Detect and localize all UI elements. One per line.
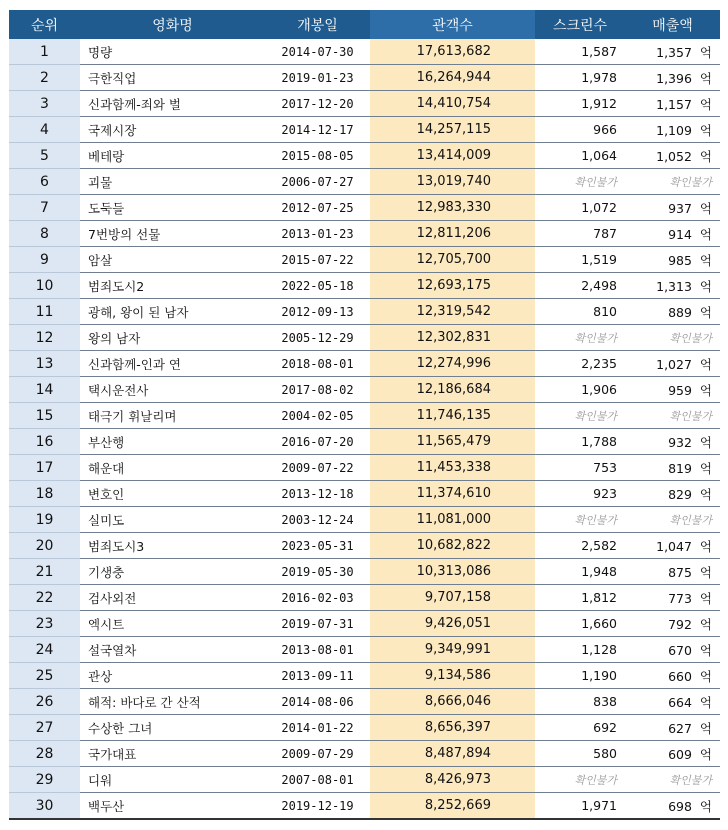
sales-unit: 억 [699, 70, 712, 86]
sales-cell [625, 663, 720, 689]
sales-cell [625, 91, 720, 117]
movie-title-cell: 엑시트 [80, 611, 265, 637]
sales-cell [625, 299, 720, 325]
movie-title-cell: 검사외전 [80, 585, 265, 611]
movie-title-cell: 범죄도시3 [80, 533, 265, 559]
sales-unit: 억 [699, 434, 712, 450]
movie-title-cell: 디워 [80, 767, 265, 793]
movie-title-cell: 국가대표 [80, 741, 265, 767]
table-row [9, 429, 720, 455]
release-date-cell: 2006-07-27 [265, 169, 370, 195]
release-date-cell: 2016-07-20 [265, 429, 370, 455]
rank-cell: 15 [9, 403, 80, 429]
audience-cell: 11,453,338 [370, 455, 535, 481]
sales-unit: 억 [699, 356, 712, 372]
sales-value: 1,396 [656, 70, 692, 86]
movie-title-cell: 해운대 [80, 455, 265, 481]
audience-cell: 11,565,479 [370, 429, 535, 455]
release-date-cell: 2017-12-20 [265, 91, 370, 117]
sales-value: 698 [668, 798, 692, 814]
release-date-cell: 2019-01-23 [265, 65, 370, 91]
release-date-cell: 2014-12-17 [265, 117, 370, 143]
audience-cell: 14,257,115 [370, 117, 535, 143]
movie-title-cell: 국제시장 [80, 117, 265, 143]
rank-cell: 17 [9, 455, 80, 481]
sales-cell [625, 533, 720, 559]
rank-cell: 11 [9, 299, 80, 325]
audience-cell: 10,313,086 [370, 559, 535, 585]
rank-cell: 27 [9, 715, 80, 741]
movie-title-cell: 광해, 왕이 된 남자 [80, 299, 265, 325]
sales-cell [625, 455, 720, 481]
screens-cell: 1,190 [535, 663, 625, 689]
screens-cell: 1,587 [535, 39, 625, 65]
table-row [9, 663, 720, 689]
movie-title-cell: 왕의 남자 [80, 325, 265, 351]
table-row [9, 741, 720, 767]
sales-unit: 억 [699, 720, 712, 736]
movie-title-cell: 변호인 [80, 481, 265, 507]
table-row [9, 169, 720, 195]
audience-cell: 10,682,822 [370, 533, 535, 559]
release-date-cell: 2015-08-05 [265, 143, 370, 169]
movie-title-cell: 해적: 바다로 간 산적 [80, 689, 265, 715]
table-row [9, 351, 720, 377]
audience-cell: 9,707,158 [370, 585, 535, 611]
audience-cell: 8,426,973 [370, 767, 535, 793]
header-sales[interactable]: 매출액 [625, 10, 720, 39]
table-row [9, 221, 720, 247]
sales-unit: 억 [699, 226, 712, 242]
movie-title-cell: 관상 [80, 663, 265, 689]
table-row [9, 585, 720, 611]
sales-value: 889 [668, 304, 692, 320]
rank-cell: 7 [9, 195, 80, 221]
screens-cell: 1,978 [535, 65, 625, 91]
movie-title-cell: 암살 [80, 247, 265, 273]
sales-cell [625, 195, 720, 221]
rank-cell: 2 [9, 65, 80, 91]
table-row [9, 273, 720, 299]
sales-value: 1,109 [656, 122, 692, 138]
table-row [9, 143, 720, 169]
movie-title-cell: 설국열차 [80, 637, 265, 663]
sales-value: 875 [668, 564, 692, 580]
release-date-cell: 2009-07-29 [265, 741, 370, 767]
sales-unit: 억 [699, 486, 712, 502]
release-date-cell: 2003-12-24 [265, 507, 370, 533]
sales-value: 773 [668, 590, 692, 606]
table-row [9, 767, 720, 793]
audience-cell: 12,319,542 [370, 299, 535, 325]
rank-cell: 29 [9, 767, 80, 793]
audience-cell: 12,705,700 [370, 247, 535, 273]
rank-cell: 13 [9, 351, 80, 377]
rank-cell: 25 [9, 663, 80, 689]
table-row [9, 117, 720, 143]
header-screens[interactable]: 스크린수 [535, 10, 625, 39]
screens-cell: 838 [535, 689, 625, 715]
rank-cell: 20 [9, 533, 80, 559]
movie-title-cell: 극한직업 [80, 65, 265, 91]
sales-cell [625, 715, 720, 741]
sales-cell [625, 611, 720, 637]
release-date-cell: 2016-02-03 [265, 585, 370, 611]
sales-cell [625, 39, 720, 65]
audience-cell: 8,252,669 [370, 793, 535, 820]
screens-cell [535, 325, 625, 351]
screens-cell: 1,971 [535, 793, 625, 820]
sales-value: 1,157 [656, 96, 692, 112]
screens-cell [535, 169, 625, 195]
sales-value: 1,027 [656, 356, 692, 372]
sales-unit: 억 [699, 148, 712, 164]
sales-value: 609 [668, 746, 692, 762]
rank-cell: 4 [9, 117, 80, 143]
release-date-cell: 2013-01-23 [265, 221, 370, 247]
sales-cell [625, 221, 720, 247]
movie-title-cell: 베테랑 [80, 143, 265, 169]
sales-value: 670 [668, 642, 692, 658]
table-row [9, 91, 720, 117]
movie-title-cell: 범죄도시2 [80, 273, 265, 299]
release-date-cell: 2013-12-18 [265, 481, 370, 507]
release-date-cell: 2014-01-22 [265, 715, 370, 741]
unknown-value-label: 확인불가 [669, 331, 712, 345]
screens-cell: 753 [535, 455, 625, 481]
movie-title-cell: 기생충 [80, 559, 265, 585]
sales-unit: 억 [699, 460, 712, 476]
sales-cell [625, 351, 720, 377]
table-row [9, 299, 720, 325]
screens-cell: 966 [535, 117, 625, 143]
unknown-value-label: 확인불가 [574, 409, 617, 423]
movie-title-cell: 도둑들 [80, 195, 265, 221]
rank-cell: 28 [9, 741, 80, 767]
screens-cell: 1,812 [535, 585, 625, 611]
rank-cell: 18 [9, 481, 80, 507]
unknown-value-label: 확인불가 [574, 773, 617, 787]
release-date-cell: 2012-09-13 [265, 299, 370, 325]
sales-unit: 억 [699, 200, 712, 216]
sales-cell [625, 403, 720, 429]
sales-cell [625, 689, 720, 715]
sales-cell [625, 273, 720, 299]
table-row [9, 715, 720, 741]
table-row [9, 481, 720, 507]
table-row [9, 377, 720, 403]
rank-cell: 5 [9, 143, 80, 169]
table-row [9, 533, 720, 559]
rank-cell: 8 [9, 221, 80, 247]
audience-cell: 8,487,894 [370, 741, 535, 767]
unknown-value-label: 확인불가 [574, 175, 617, 189]
sales-value: 1,052 [656, 148, 692, 164]
sales-cell [625, 65, 720, 91]
sales-cell [625, 507, 720, 533]
movie-title-cell: 택시운전사 [80, 377, 265, 403]
rank-cell: 14 [9, 377, 80, 403]
audience-cell: 12,274,996 [370, 351, 535, 377]
rank-cell: 6 [9, 169, 80, 195]
audience-cell: 9,426,051 [370, 611, 535, 637]
table-row [9, 689, 720, 715]
sales-value: 660 [668, 668, 692, 684]
movie-title-cell: 태극기 휘날리며 [80, 403, 265, 429]
screens-cell: 2,582 [535, 533, 625, 559]
screens-cell: 810 [535, 299, 625, 325]
sales-unit: 억 [699, 278, 712, 294]
screens-cell: 692 [535, 715, 625, 741]
header-release-date[interactable]: 개봉일 [265, 10, 370, 39]
sales-cell [625, 481, 720, 507]
audience-cell: 12,811,206 [370, 221, 535, 247]
rank-cell: 16 [9, 429, 80, 455]
screens-cell: 1,788 [535, 429, 625, 455]
table-row [9, 559, 720, 585]
screens-cell [535, 767, 625, 793]
rank-cell: 22 [9, 585, 80, 611]
rank-cell: 30 [9, 793, 80, 820]
audience-cell: 16,264,944 [370, 65, 535, 91]
unknown-value-label: 확인불가 [669, 175, 712, 189]
sales-unit: 억 [699, 252, 712, 268]
rank-cell: 12 [9, 325, 80, 351]
table-row [9, 507, 720, 533]
screens-cell: 1,519 [535, 247, 625, 273]
audience-cell: 11,374,610 [370, 481, 535, 507]
release-date-cell: 2019-05-30 [265, 559, 370, 585]
movie-title-cell: 7번방의 선물 [80, 221, 265, 247]
sales-unit: 억 [699, 694, 712, 710]
sales-unit: 억 [699, 668, 712, 684]
sales-value: 792 [668, 616, 692, 632]
unknown-value-label: 확인불가 [669, 513, 712, 527]
movie-title-cell: 신과함께-인과 연 [80, 351, 265, 377]
release-date-cell: 2005-12-29 [265, 325, 370, 351]
sales-cell [625, 741, 720, 767]
release-date-cell: 2022-05-18 [265, 273, 370, 299]
screens-cell: 580 [535, 741, 625, 767]
sales-value: 914 [668, 226, 692, 242]
sales-cell [625, 143, 720, 169]
audience-cell: 8,666,046 [370, 689, 535, 715]
screens-cell: 1,948 [535, 559, 625, 585]
table-row [9, 403, 720, 429]
sales-unit: 억 [699, 798, 712, 814]
rank-cell: 21 [9, 559, 80, 585]
screens-cell: 787 [535, 221, 625, 247]
table-row [9, 195, 720, 221]
audience-cell: 13,414,009 [370, 143, 535, 169]
header-audience[interactable]: 관객수 [370, 10, 535, 39]
release-date-cell: 2015-07-22 [265, 247, 370, 273]
sales-value: 1,047 [656, 538, 692, 554]
screens-cell: 923 [535, 481, 625, 507]
unknown-value-label: 확인불가 [574, 331, 617, 345]
audience-cell: 12,186,684 [370, 377, 535, 403]
table-row [9, 39, 720, 65]
movie-title-cell: 명량 [80, 39, 265, 65]
rank-cell: 19 [9, 507, 80, 533]
screens-cell: 1,128 [535, 637, 625, 663]
screens-cell [535, 507, 625, 533]
release-date-cell: 2012-07-25 [265, 195, 370, 221]
sales-value: 937 [668, 200, 692, 216]
sales-cell [625, 793, 720, 820]
sales-cell [625, 377, 720, 403]
sales-unit: 억 [699, 616, 712, 632]
sales-value: 985 [668, 252, 692, 268]
release-date-cell: 2019-07-31 [265, 611, 370, 637]
sales-value: 932 [668, 434, 692, 450]
audience-cell: 13,019,740 [370, 169, 535, 195]
screens-cell: 1,072 [535, 195, 625, 221]
table-row [9, 455, 720, 481]
release-date-cell: 2014-07-30 [265, 39, 370, 65]
table-row [9, 637, 720, 663]
rank-cell: 10 [9, 273, 80, 299]
screens-cell: 2,498 [535, 273, 625, 299]
sales-unit: 억 [699, 122, 712, 138]
release-date-cell: 2009-07-22 [265, 455, 370, 481]
header-title[interactable]: 영화명 [80, 10, 265, 39]
box-office-table [9, 10, 720, 820]
sales-cell [625, 559, 720, 585]
audience-cell: 9,349,991 [370, 637, 535, 663]
sales-value: 959 [668, 382, 692, 398]
release-date-cell: 2018-08-01 [265, 351, 370, 377]
sales-unit: 억 [699, 642, 712, 658]
movie-title-cell: 부산행 [80, 429, 265, 455]
screens-cell: 2,235 [535, 351, 625, 377]
audience-cell: 8,656,397 [370, 715, 535, 741]
sales-cell [625, 767, 720, 793]
sales-cell [625, 637, 720, 663]
screens-cell: 1,912 [535, 91, 625, 117]
sales-unit: 억 [699, 746, 712, 762]
audience-cell: 12,302,831 [370, 325, 535, 351]
audience-cell: 17,613,682 [370, 39, 535, 65]
rank-cell: 24 [9, 637, 80, 663]
screens-cell: 1,906 [535, 377, 625, 403]
table-row [9, 611, 720, 637]
sales-value: 1,357 [656, 44, 692, 60]
screens-cell [535, 403, 625, 429]
movie-title-cell: 신과함께-죄와 벌 [80, 91, 265, 117]
unknown-value-label: 확인불가 [669, 773, 712, 787]
sales-cell [625, 325, 720, 351]
header-rank[interactable]: 순위 [9, 10, 80, 39]
release-date-cell: 2019-12-19 [265, 793, 370, 820]
screens-cell: 1,660 [535, 611, 625, 637]
sales-cell [625, 169, 720, 195]
sales-unit: 억 [699, 304, 712, 320]
rank-cell: 3 [9, 91, 80, 117]
table-header [9, 10, 720, 39]
sales-cell [625, 117, 720, 143]
release-date-cell: 2023-05-31 [265, 533, 370, 559]
audience-cell: 11,081,000 [370, 507, 535, 533]
release-date-cell: 2013-09-11 [265, 663, 370, 689]
audience-cell: 12,693,175 [370, 273, 535, 299]
table-body [9, 39, 720, 819]
audience-cell: 9,134,586 [370, 663, 535, 689]
unknown-value-label: 확인불가 [669, 409, 712, 423]
audience-cell: 11,746,135 [370, 403, 535, 429]
sales-unit: 억 [699, 96, 712, 112]
rank-cell: 23 [9, 611, 80, 637]
screens-cell: 1,064 [535, 143, 625, 169]
table-row [9, 325, 720, 351]
rank-cell: 9 [9, 247, 80, 273]
release-date-cell: 2004-02-05 [265, 403, 370, 429]
table-row [9, 65, 720, 91]
sales-unit: 억 [699, 590, 712, 606]
sales-unit: 억 [699, 382, 712, 398]
sales-value: 664 [668, 694, 692, 710]
table-row [9, 247, 720, 273]
sales-value: 1,313 [656, 278, 692, 294]
release-date-cell: 2017-08-02 [265, 377, 370, 403]
sales-value: 829 [668, 486, 692, 502]
movie-title-cell: 수상한 그녀 [80, 715, 265, 741]
release-date-cell: 2007-08-01 [265, 767, 370, 793]
release-date-cell: 2014-08-06 [265, 689, 370, 715]
sales-cell [625, 429, 720, 455]
table-row [9, 793, 720, 820]
audience-cell: 14,410,754 [370, 91, 535, 117]
header-row [9, 10, 720, 39]
sales-unit: 억 [699, 538, 712, 554]
movie-title-cell: 백두산 [80, 793, 265, 820]
sales-unit: 억 [699, 44, 712, 60]
sales-cell [625, 585, 720, 611]
sales-unit: 억 [699, 564, 712, 580]
release-date-cell: 2013-08-01 [265, 637, 370, 663]
sales-value: 819 [668, 460, 692, 476]
rank-cell: 1 [9, 39, 80, 65]
sales-value: 627 [668, 720, 692, 736]
rank-cell: 26 [9, 689, 80, 715]
sales-cell [625, 247, 720, 273]
audience-cell: 12,983,330 [370, 195, 535, 221]
movie-title-cell: 괴물 [80, 169, 265, 195]
unknown-value-label: 확인불가 [574, 513, 617, 527]
movie-title-cell: 실미도 [80, 507, 265, 533]
